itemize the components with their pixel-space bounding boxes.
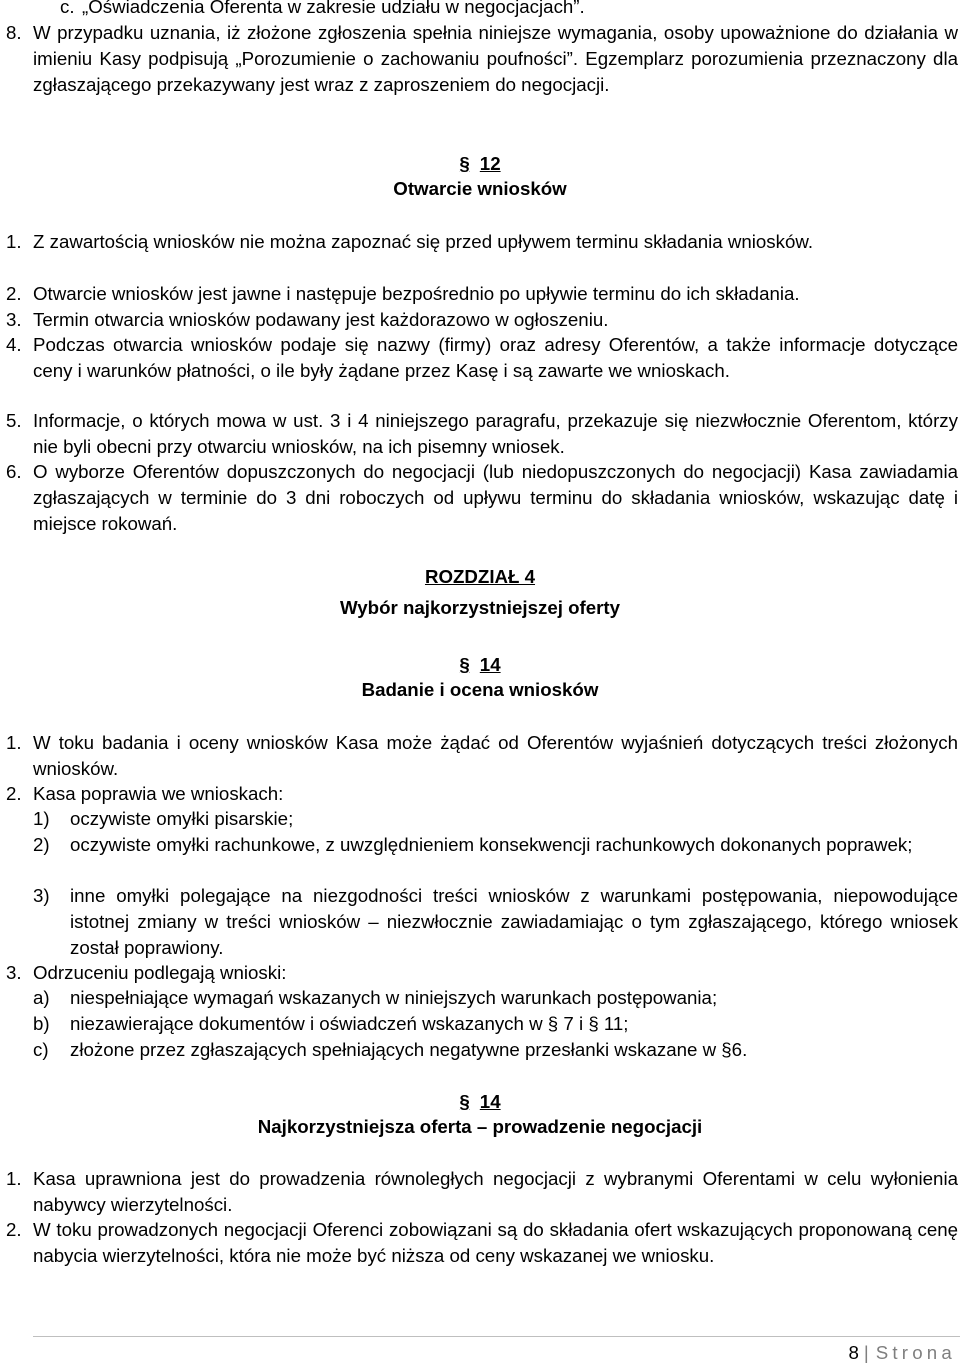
sub-list-item: a) niespełniające wymagań wskazanych w niniejszych warunkach postępowania; bbox=[33, 987, 718, 1008]
page-number: 8 bbox=[848, 1342, 859, 1363]
footer-separator: | bbox=[863, 1342, 869, 1363]
section-title: Badanie i ocena wniosków bbox=[361, 679, 599, 700]
section-number: § 14 bbox=[0, 652, 960, 678]
chapter-label: ROZDZIAŁ 4 bbox=[424, 566, 536, 587]
page-footer bbox=[848, 1341, 956, 1365]
sub-list-item: 2) oczywiste omyłki rachunkowe, z uwzględnieniem konsekwencji rachunkowych dokonanych poprawek; bbox=[33, 834, 913, 855]
list-item: 3. Odrzuceniu podlegają wnioski: bbox=[6, 962, 287, 983]
sub-list-item: c) złożone przez zgłaszających spełniających negatywne przesłanki wskazane w §6. bbox=[33, 1039, 748, 1060]
section-title: Najkorzystniejsza oferta – prowadzenie negocjacji bbox=[257, 1116, 703, 1137]
list-item: 2. Otwarcie wniosków jest jawne i następuje bezpośrednio po upływie terminu do ich składania. bbox=[6, 283, 800, 304]
section-number: § 12 bbox=[0, 151, 960, 177]
list-item: 2. W toku prowadzonych negocjacji Oferenci zobowiązani są do składania ofert wskazujących proponowaną cenę nabycia wierzytelności, która nie może być niższa od ceny wskazanej we wniosku. bbox=[6, 1219, 958, 1266]
sub-list-item: 1) oczywiste omyłki pisarskie; bbox=[33, 808, 294, 829]
section-title: Otwarcie wniosków bbox=[393, 178, 567, 199]
sub-list-item: b) niezawierające dokumentów i oświadczeń wskazanych w § 7 i § 11; bbox=[33, 1013, 629, 1034]
sub-list-item: 3) inne omyłki polegające na niezgodności treści wniosków z warunkami postępowania, niepowodujące istotnej zmiany w treści wniosków – niezwłocznie zawiadamiając o tym zgłaszającego, którego wniosek został poprawiony. bbox=[33, 885, 958, 958]
footer-divider bbox=[33, 1336, 960, 1337]
footer-label: Strona bbox=[875, 1342, 956, 1363]
list-item: 2. Kasa poprawia we wnioskach: bbox=[6, 783, 284, 804]
list-item: 4. Podczas otwarcia wniosków podaje się nazwy (firmy) oraz adresy Oferentów, a także informacje dotyczące ceny i warunków płatności, o ile były żądane przez Kasę i są zawarte we wnioskach. bbox=[6, 334, 958, 381]
list-item: 1. Kasa uprawniona jest do prowadzenia równoległych negocjacji z wybranymi Oferentami w celu wyłonienia nabywcy wierzytelności. bbox=[6, 1168, 958, 1215]
list-item: 5. Informacje, o których mowa w ust. 3 i 4 niniejszego paragrafu, przekazuje się niezwłocznie Oferentom, którzy nie byli obecni przy otwarciu wniosków, na ich pisemny wniosek. bbox=[6, 410, 958, 457]
list-item: 1. W toku badania i oceny wniosków Kasa może żądać od Oferentów wyjaśnień dotyczących treści złożonych wniosków. bbox=[6, 732, 958, 779]
list-item: 8. W przypadku uznania, iż złożone zgłoszenia spełnia niniejsze wymagania, osoby upoważnione do działania w imieniu Kasy podpisują „Porozumienie o zachowaniu poufności”. Egzemplarz porozumienia przeznaczony dla zgłaszającego przekazywany jest wraz z zaproszeniem do negocjacji. bbox=[6, 22, 958, 95]
chapter-title: Wybór najkorzystniejszej oferty bbox=[339, 597, 621, 618]
list-item: 3. Termin otwarcia wniosków podawany jest każdorazowo w ogłoszeniu. bbox=[6, 309, 609, 330]
list-item: 1. Z zawartością wniosków nie można zapoznać się przed upływem terminu składania wniosków. bbox=[6, 231, 814, 252]
list-item: 6. O wyborze Oferentów dopuszczonych do negocjacji (lub niedopuszczonych do negocjacji) Kasa zawiadamia zgłaszających w terminie do 3 dni roboczych od upływu terminu do składania wniosków, wskazując datę i miejsce rokowań. bbox=[6, 461, 958, 534]
list-item: c. „Oświadczenia Oferenta w zakresie udziału w negocjacjach”. bbox=[60, 0, 585, 17]
section-number: § 14 bbox=[0, 1089, 960, 1115]
